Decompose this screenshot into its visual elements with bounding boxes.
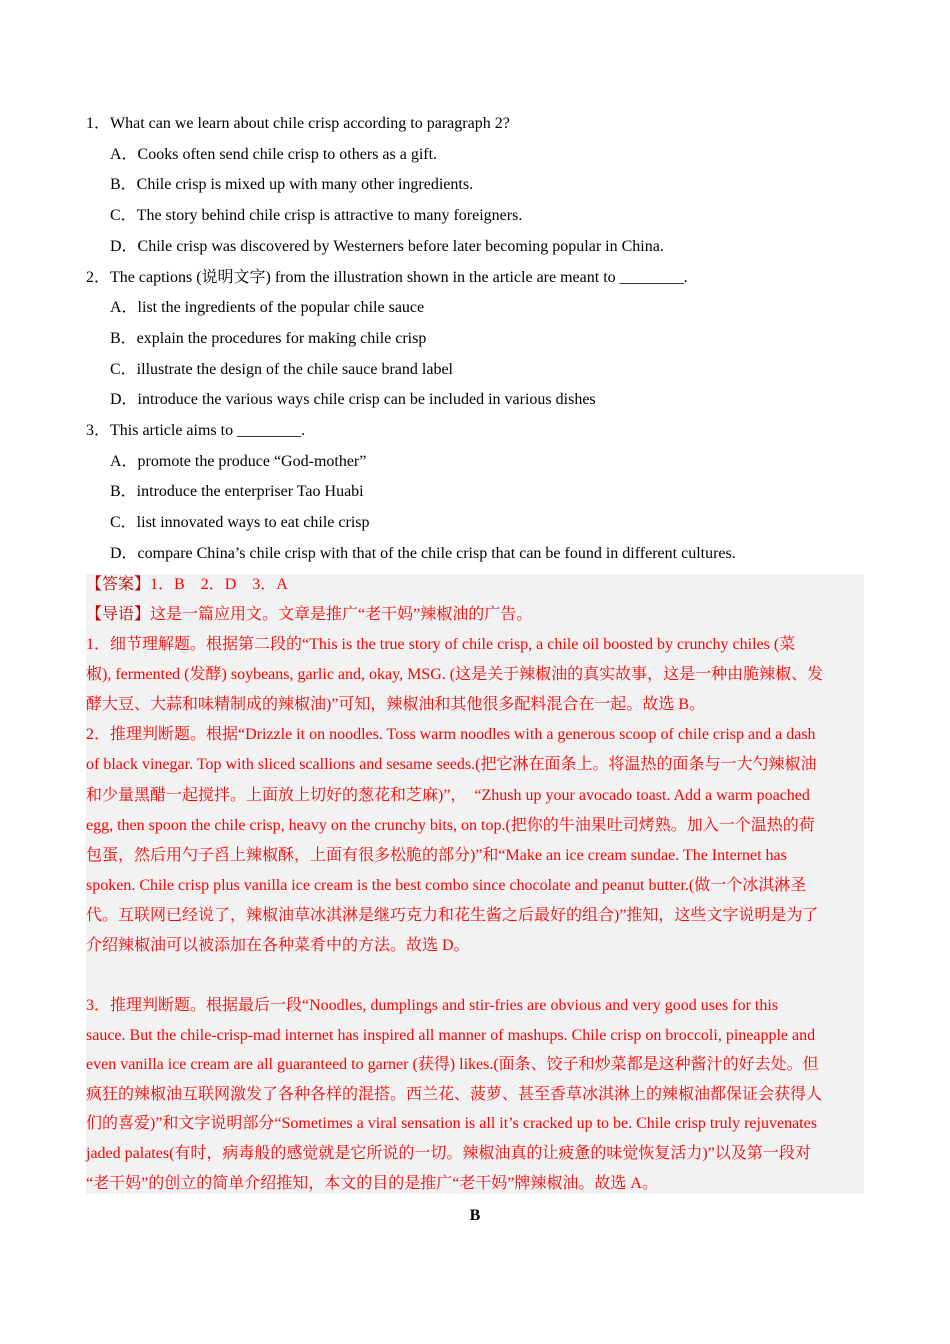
explanation-line: even vanilla ice cream are all guaranteed to garner (获得) likes.(面条、饺子和炒菜都是这种酱汁的好去处。但: [86, 1056, 819, 1073]
explanation-line: 椒), fermented (发酵) soybeans, garlic and, okay, MSG. (这是关于辣椒油的真实故事，这是一种由脆辣椒、发: [86, 666, 824, 683]
explanation-line: 酵大豆、大蒜和味精制成的辣椒油)”可知，辣椒油和其他很多配料混合在一起。故选 B。: [86, 696, 706, 713]
question-1-stem: 1．What can we learn about chile crisp according to paragraph 2?: [86, 115, 510, 132]
question-1-option-b: B．Chile crisp is mixed up with many other ingredients.: [110, 176, 474, 193]
explanation-line: 代。互联网已经说了，辣椒油草冰淇淋是继巧克力和花生酱之后最好的组合)”推知，这些文字说明是为了: [86, 907, 819, 924]
question-3-option-c: C．list innovated ways to eat chile crisp: [110, 514, 370, 531]
explanation-line: 1．细节理解题。根据第二段的“This is the true story of chile crisp, a chile oil boosted by crunchy chiles (菜: [86, 636, 796, 653]
explanation-line: egg, then spoon the chile crisp, heavy on the crunchy bits, on top.(把你的牛油果吐司烤熟。加入一个温热的荷: [86, 817, 815, 834]
explanation-line: 3．推理判断题。根据最后一段“Noodles, dumplings and stir-fries are obvious and very good uses for this: [86, 997, 779, 1014]
guide-line: [86, 605, 532, 625]
guide-text: 这是一篇应用文。文章是推广“老干妈”辣椒油的广告。: [150, 606, 533, 623]
explanation-line: 介绍辣椒油可以被添加在各种菜肴中的方法。故选 D。: [86, 937, 470, 954]
question-3-option-d: D．compare China’s chile crisp with that of the chile crisp that can be found in different cultures.: [110, 545, 736, 562]
explanation-line: 疯狂的辣椒油互联网激发了各种各样的混搭。西兰花、菠萝、甚至香草冰淇淋上的辣椒油都保证会获得人: [86, 1086, 823, 1103]
answer-line: [86, 575, 288, 595]
explanation-line: 们的喜爱)”和文字说明部分“Sometimes a viral sensation is all it’s cracked up to be. Chile crisp truly rejuvenates: [86, 1115, 817, 1132]
answer-text: 1．B 2．D 3．A: [150, 576, 288, 593]
explanation-line: jaded palates(有时，病毒般的感觉就是它所说的一切。辣椒油真的让疲惫的味觉恢复活力)”以及第一段对: [86, 1145, 811, 1162]
question-2-stem: 2．The captions (说明文字) from the illustration shown in the article are meant to ________.: [86, 269, 688, 286]
question-3-stem: 3．This article aims to ________.: [86, 422, 306, 439]
explanation-line: 2．推理判断题。根据“Drizzle it on noodles. Toss warm noodles with a generous scoop of chile crisp and a dash: [86, 726, 816, 743]
explanation-line: sauce. But the chile-crisp-mad internet has inspired all manner of mashups. Chile crisp on broccoli, pineapple and: [86, 1027, 816, 1044]
question-2-option-c: C．illustrate the design of the chile sauce brand label: [110, 361, 454, 378]
guide-label: 【导语】: [86, 606, 151, 623]
question-3-option-a: A．promote the produce “God-mother”: [110, 453, 367, 470]
question-1-option-d: D．Chile crisp was discovered by Westerners before later becoming popular in China.: [110, 238, 664, 255]
explanation-line: “老干妈”的创立的简单介绍推知，本文的目的是推广“老干妈”牌辣椒油。故选 A。: [86, 1175, 658, 1192]
answer-label: 【答案】: [86, 576, 151, 593]
question-1-option-a: A．Cooks often send chile crisp to others as a gift.: [110, 146, 438, 163]
question-1-option-c: C．The story behind chile crisp is attractive to many foreigners.: [110, 207, 523, 224]
question-2-option-d: D．introduce the various ways chile crisp can be included in various dishes: [110, 391, 596, 408]
explanation-line: of black vinegar. Top with sliced scallions and sesame seeds.(把它淋在面条上。将温热的面条与一大勺辣椒油: [86, 756, 817, 773]
next-section-heading: B: [469, 1207, 481, 1224]
question-3-option-b: B．introduce the enterpriser Tao Huabi: [110, 483, 364, 500]
question-2-option-a: A．list the ingredients of the popular chile sauce: [110, 299, 425, 316]
question-2-option-b: B．explain the procedures for making chile crisp: [110, 330, 427, 347]
explanation-line: 包蛋，然后用勺子舀上辣椒酥，上面有很多松脆的部分)”和“Make an ice cream sundae. The Internet has: [86, 847, 787, 864]
explanation-line: spoken. Chile crisp plus vanilla ice cream is the best combo since chocolate and peanut butter.(做一个冰淇淋圣: [86, 877, 807, 894]
explanation-line: 和少量黑醋一起搅拌。上面放上切好的葱花和芝麻)”， “Zhush up your avocado toast. Add a warm poached: [86, 787, 810, 804]
